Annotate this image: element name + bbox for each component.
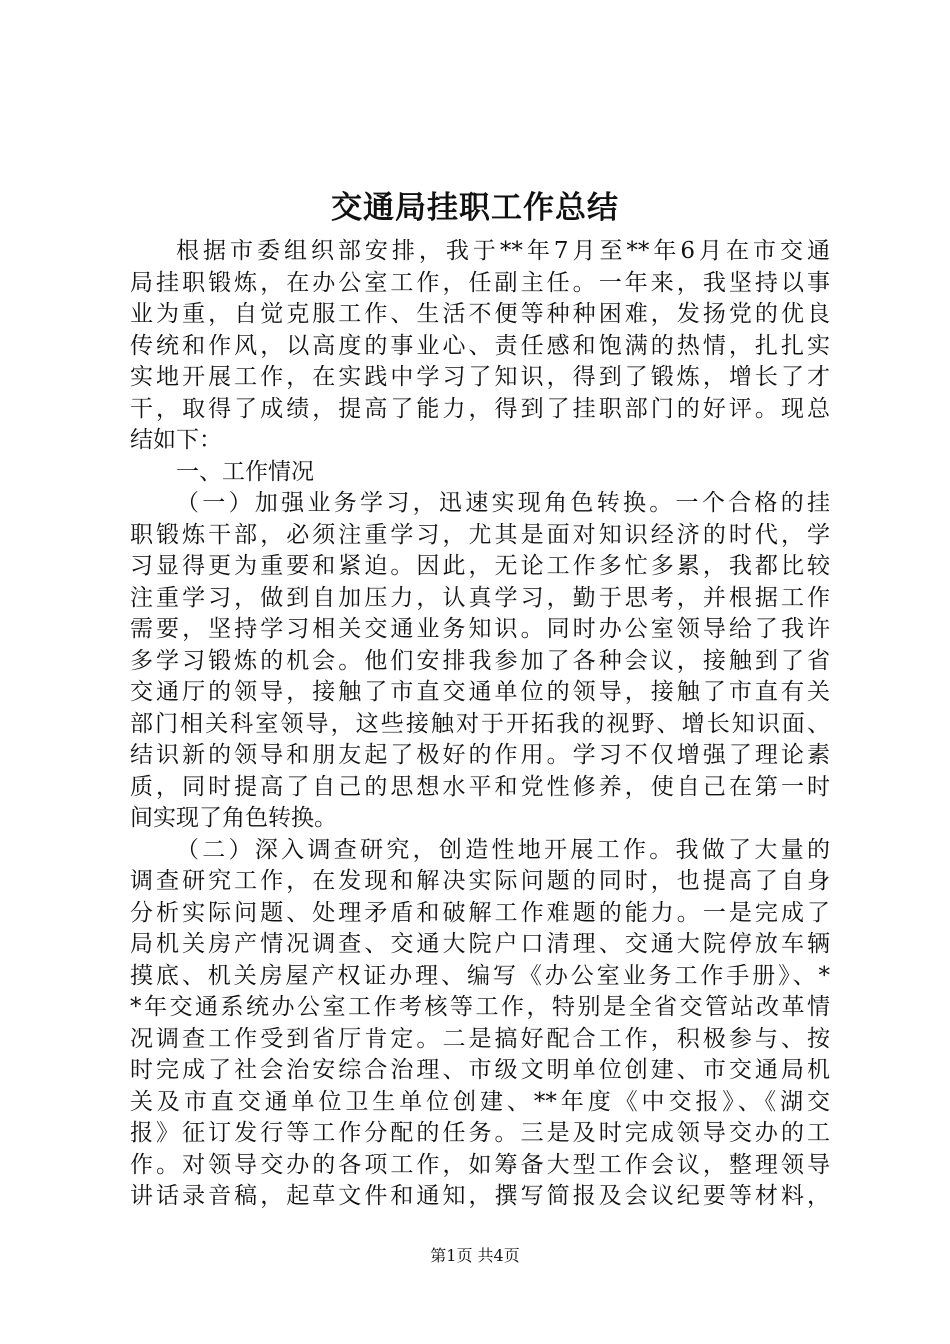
text-line: 多学习锻炼的机会。他们安排我参加了各种会议，接触到了省: [130, 647, 830, 674]
text-line: 局机关房产情况调查、交通大院户口清理、交通大院停放车辆: [130, 931, 830, 957]
text-line: 需要，坚持学习相关交通业务知识。同时办公室领导给了我许: [130, 616, 830, 642]
text-line: 质，同时提高了自己的思想水平和党性修养，使自己在第一时: [130, 773, 830, 800]
text-line: （一）加强业务学习，迅速实现角色转换。一个合格的挂: [176, 490, 830, 516]
text-line: 实地开展工作，在实践中学习了知识，得到了锻炼，增长了才: [130, 364, 830, 390]
text-line: 职锻炼干部，必须注重学习，尤其是面对知识经济的时代，学: [130, 521, 830, 548]
text-line: 分析实际问题、处理矛盾和破解工作难题的能力。一是完成了: [130, 899, 830, 926]
text-line: 业为重，自觉克服工作、生活不便等种种困难，发扬党的优良: [130, 301, 830, 327]
text-line: 传统和作风，以高度的事业心、责任感和饱满的热情，扎扎实: [130, 332, 830, 359]
text-line: 调查研究工作，在发现和解决实际问题的同时，也提高了自身: [130, 868, 830, 894]
text-line: 摸底、机关房屋产权证办理、编写《办公室业务工作手册》、*: [130, 962, 830, 989]
text-line: 结识新的领导和朋友起了极好的作用。学习不仅增强了理论素: [130, 742, 830, 768]
document-title: 交通局挂职工作总结: [331, 190, 619, 226]
text-line: 交通厅的领导，接触了市直交通单位的领导，接触了市直有关: [130, 679, 830, 705]
text-line: 部门相关科室领导，这些接触对于开拓我的视野、增长知识面、: [130, 710, 830, 737]
text-line: （二）深入调查研究，创造性地开展工作。我做了大量的: [176, 836, 830, 863]
text-line: 注重学习，做到自加压力，认真学习，勤于思考，并根据工作: [130, 584, 830, 611]
text-line: 局挂职锻炼，在办公室工作，任副主任。一年来，我坚持以事: [130, 269, 830, 296]
text-line: *年交通系统办公室工作考核等工作，特别是全省交管站改革情: [130, 994, 830, 1020]
text-line: 报》征订发行等工作分配的任务。三是及时完成领导交办的工: [130, 1120, 830, 1146]
text-line: 讲话录音稿，起草文件和通知，撰写简报及会议纪要等材料，: [130, 1183, 830, 1209]
text-line: 习显得更为重要和紧迫。因此，无论工作多忙多累，我都比较: [130, 553, 830, 579]
text-line: 干，取得了成绩，提高了能力，得到了挂职部门的好评。现总: [130, 395, 830, 422]
text-line: 况调查工作受到省厅肯定。二是搞好配合工作，积极参与、按: [130, 1025, 830, 1052]
text-line: 作。对领导交办的各项工作，如筹备大型工作会议，整理领导: [130, 1151, 830, 1178]
text-line: 一、工作情况: [176, 458, 314, 485]
page-footer: 第1页 共4页: [430, 1246, 520, 1265]
text-line: 间实现了角色转换。: [130, 805, 337, 831]
text-line: 结如下：: [130, 427, 222, 453]
text-line: 时完成了社会治安综合治理、市级文明单位创建、市交通局机: [130, 1057, 830, 1083]
document-body: [130, 236, 830, 1213]
text-line: 关及市直交通单位卫生单位创建、**年度《中交报》、《湖交: [130, 1088, 830, 1115]
text-line: 根据市委组织部安排，我于**年7月至**年6月在市交通: [176, 238, 830, 264]
